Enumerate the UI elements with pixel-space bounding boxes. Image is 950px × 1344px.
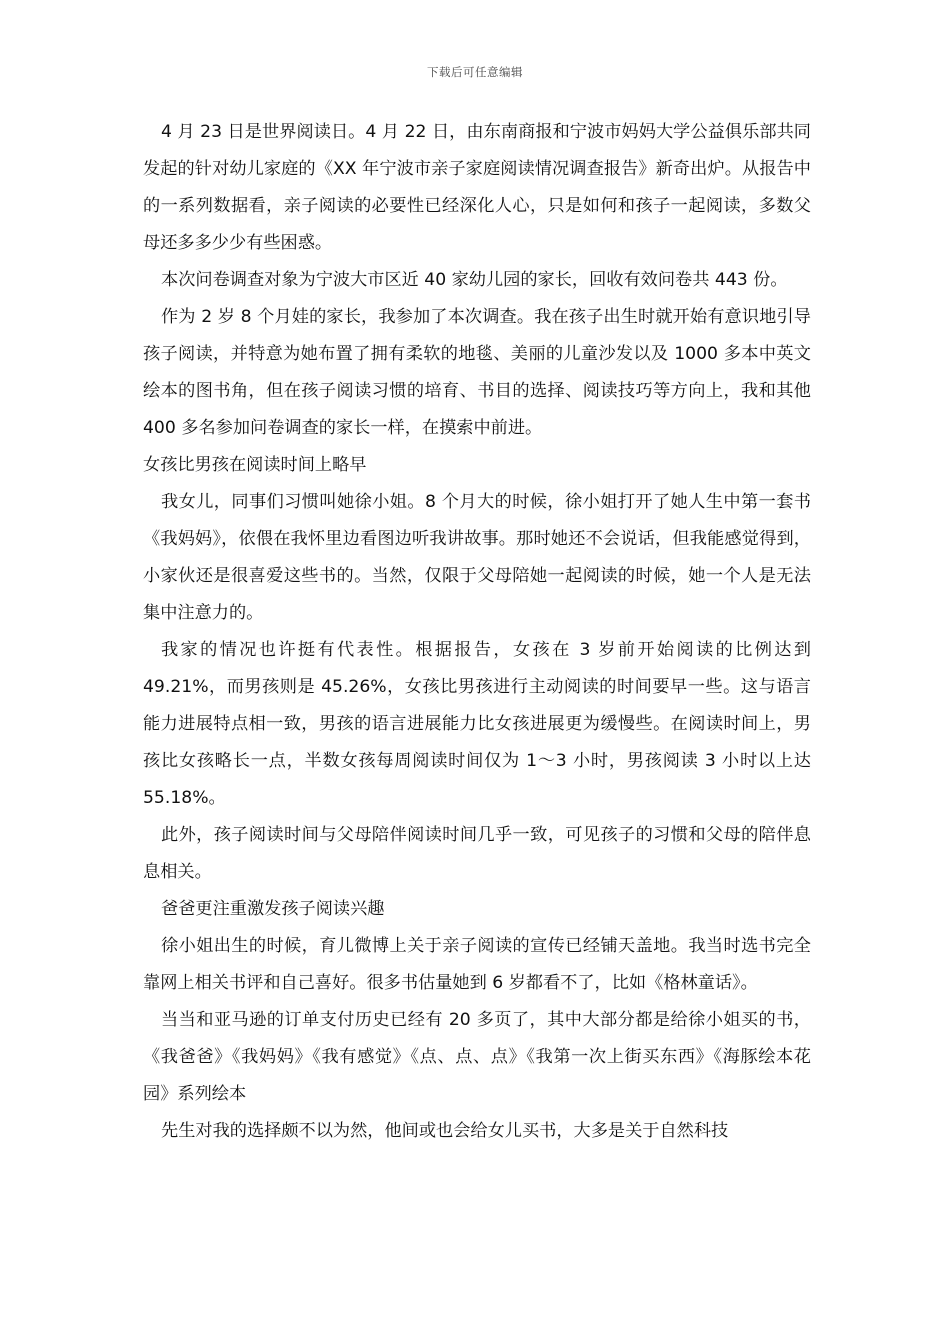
section-heading-2: 爸爸更注重激发孩子阅读兴趣 xyxy=(161,899,385,919)
section-heading-1: 女孩比男孩在阅读时间上略早 xyxy=(143,455,367,475)
paragraph-5: 我家的情况也许挺有代表性。根据报告，女孩在 3 岁前开始阅读的比例达到 49.21%，而男孩则是 45.26%，女孩比男孩进行主动阅读的时间要早一些。这与语言能力进展特点相一致，男孩的语言进展能力比女孩进展更为缓慢些。在阅读时间上，男孩比女孩略长一点，半数女孩每周阅读时间仅为 1～3 小时，男孩阅读 3 小时以上达 55.18%。 xyxy=(143,640,811,808)
paragraph-7: 徐小姐出生的时候，育儿微博上关于亲子阅读的宣传已经铺天盖地。我当时选书完全靠网上相关书评和自己喜好。很多书估量她到 6 岁都看不了，比如《格林童话》。 xyxy=(143,936,811,993)
paragraph-4: 我女儿，同事们习惯叫她徐小姐。8 个月大的时候，徐小姐打开了她人生中第一套书《我妈妈》，依偎在我怀里边看图边听我讲故事。那时她还不会说话，但我能感觉得到，小家伙还是很喜爱这些书的。当然，仅限于父母陪她一起阅读的时候，她一个人是无法集中注意力的。 xyxy=(143,492,811,623)
page-header: 下载后可任意编辑 xyxy=(427,65,523,79)
document-body xyxy=(143,114,811,1150)
paragraph-6: 此外，孩子阅读时间与父母陪伴阅读时间几乎一致，可见孩子的习惯和父母的陪伴息息相关。 xyxy=(143,825,811,882)
paragraph-9: 先生对我的选择颇不以为然，他间或也会给女儿买书，大多是关于自然科技 xyxy=(161,1121,729,1141)
paragraph-3: 作为 2 岁 8 个月娃的家长，我参加了本次调查。我在孩子出生时就开始有意识地引导孩子阅读，并特意为她布置了拥有柔软的地毯、美丽的儿童沙发以及 1000 多本中英文绘本的图书角，但在孩子阅读习惯的培育、书目的选择、阅读技巧等方向上，我和其他 400 多名参加问卷调查的家长一样，在摸索中前进。 xyxy=(143,307,811,438)
paragraph-8: 当当和亚马逊的订单支付历史已经有 20 多页了，其中大部分都是给徐小姐买的书，《我爸爸》《我妈妈》《我有感觉》《点、点、点》《我第一次上街买东西》《海豚绘本花园》系列绘本 xyxy=(143,1010,811,1104)
paragraph-1: 4 月 23 日是世界阅读日。4 月 22 日，由东南商报和宁波市妈妈大学公益俱乐部共同发起的针对幼儿家庭的《XX 年宁波市亲子家庭阅读情况调查报告》新奇出炉。从报告中的一系列数据看，亲子阅读的必要性已经深化人心，只是如何和孩子一起阅读，多数父母还多多少少有些困惑。 xyxy=(143,122,811,253)
paragraph-2: 本次问卷调查对象为宁波大市区近 40 家幼儿园的家长，回收有效问卷共 443 份。 xyxy=(161,270,788,290)
